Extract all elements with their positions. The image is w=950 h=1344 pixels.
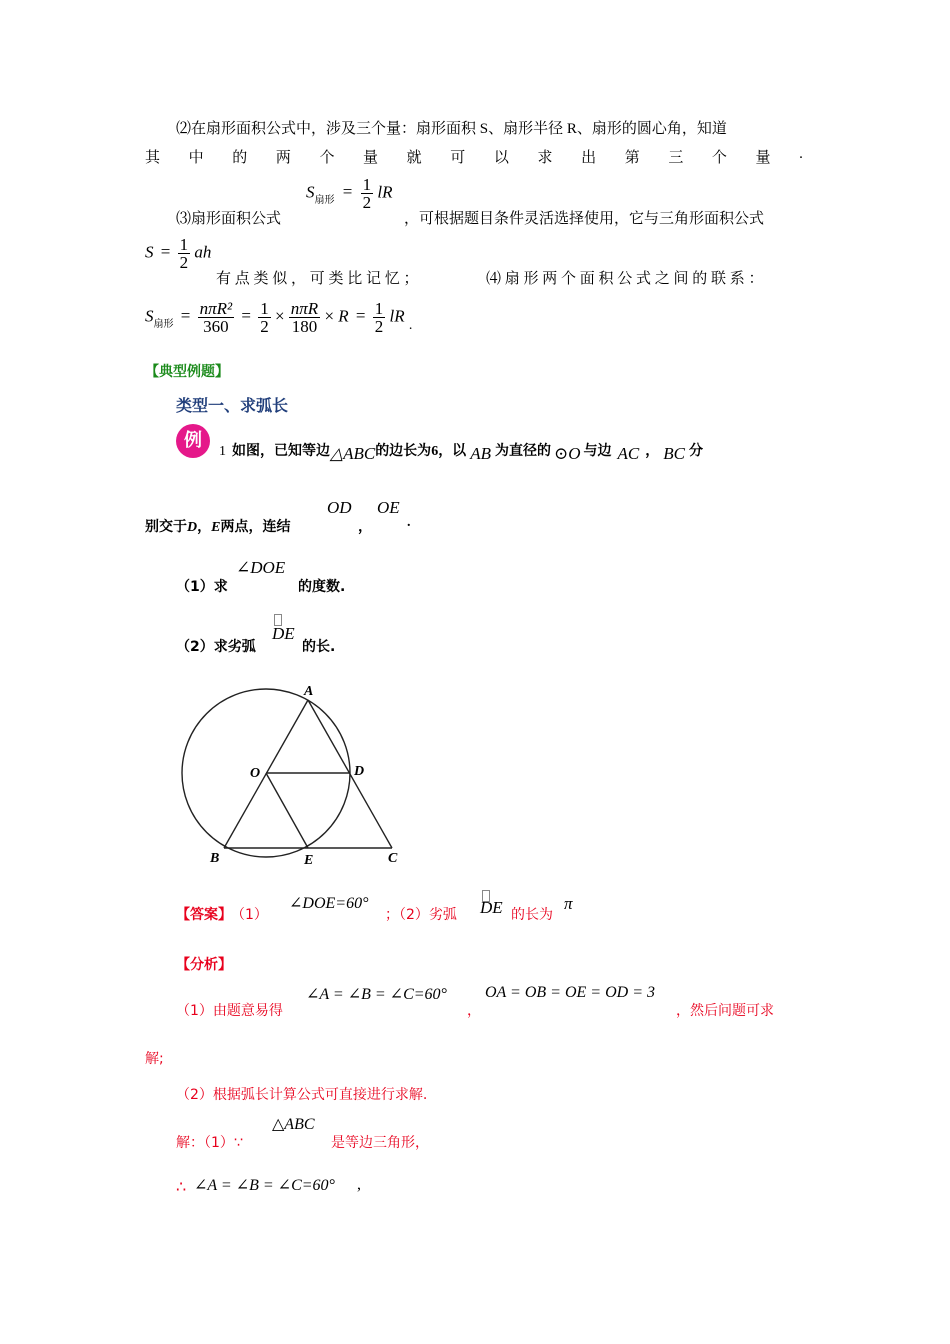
side-ac	[308, 700, 392, 848]
analysis-eq2: OA = OB = OE = OD = 3	[485, 984, 655, 1001]
question-2: （2）求劣弧	[176, 639, 256, 655]
note-2-char: 第	[624, 150, 640, 166]
sector-area-formula: $S_{扇形}$ = $\frac{1}{2}$ lR	[306, 175, 393, 212]
label-o: O	[250, 766, 261, 781]
solution-comma: ,	[357, 1176, 361, 1193]
segment-oe-line	[266, 773, 308, 848]
segment-oe: OE	[377, 498, 400, 517]
note-3-similar: 有 点 类 似 ， 可 类 比 记 忆 ；	[216, 271, 419, 287]
triangle-area-formula: S = $\frac{1}{2}$ ah	[145, 235, 212, 272]
note-2-char: 其	[145, 150, 161, 166]
answer-angle: ∠DOE=60°	[289, 895, 369, 912]
label-b: B	[210, 851, 220, 866]
angle-doe: ∠DOE	[236, 558, 286, 577]
analysis-line1-cont: 解;	[145, 1051, 164, 1067]
solution-eq: ∠A = ∠B = ∠C=60°	[194, 1177, 335, 1194]
analysis-label: 【分析】	[176, 957, 232, 973]
label-a: A	[304, 684, 314, 699]
geometry-figure	[170, 680, 410, 870]
answer-part2: ；（2）劣弧	[385, 907, 457, 923]
note-2-line1: ⑵在扇形面积公式中，涉及三个量：扇形面积 S、扇形半径 R、扇形的圆心角，知道	[176, 121, 727, 137]
example-statement-line2: 别交于D，E两点，连结	[145, 519, 291, 535]
note-2-char: 三	[668, 150, 684, 166]
solution-therefore: ∴	[176, 1179, 187, 1196]
note-2-char: 以	[493, 150, 509, 166]
example-statement-line1: 1 如图，已知等边△ABC的边长为6，以 AB 为直径的 ⊙O 与边 AC ， BC 分	[219, 443, 703, 463]
note-2-line2	[145, 146, 803, 167]
answer-line: 【答案】 （1）	[176, 907, 268, 923]
example-badge	[176, 424, 210, 458]
note-3-label: ⑶扇形面积公式	[176, 211, 282, 227]
note-2-char: 的	[232, 150, 248, 166]
answer-length-text: 的长为	[511, 907, 553, 923]
label-d: D	[354, 764, 365, 779]
analysis-line2: （2）根据弧长计算公式可直接进行求解.	[176, 1087, 428, 1103]
note-2-char: .	[799, 146, 803, 162]
answer-pi: π	[564, 894, 573, 913]
note-2-char: 中	[188, 150, 204, 166]
section-heading-typical-examples: 【典型例题】	[145, 364, 229, 380]
solution-line1-suffix: 是等边三角形，	[331, 1135, 429, 1151]
question-2-suffix: 的长.	[302, 639, 336, 655]
question-1-suffix: 的度数.	[298, 579, 346, 595]
note-2-char: 出	[581, 150, 597, 166]
note-2-char: 两	[275, 150, 291, 166]
note-2-char: 求	[537, 150, 553, 166]
solution-line1-prefix: 解：（1）∵	[176, 1135, 243, 1151]
analysis-suffix: ，然后问题可求	[676, 1003, 774, 1019]
label-c: C	[388, 851, 398, 866]
analysis-line1: （1）由题意易得	[176, 1003, 283, 1019]
label-e: E	[304, 853, 314, 868]
solution-triangle: △ABC	[272, 1116, 315, 1133]
example-comma: ，	[358, 520, 372, 535]
type-heading-arc-length: 类型一、求弧长	[176, 396, 289, 415]
analysis-eq1: ∠A = ∠B = ∠C=60°	[306, 986, 447, 1003]
note-2-char: 可	[450, 150, 466, 166]
example-period: .	[407, 515, 411, 530]
note-2-char: 个	[711, 150, 727, 166]
question-1: （1）求	[176, 579, 228, 595]
segment-od: OD	[327, 498, 352, 517]
note-2-char: 量	[755, 150, 771, 166]
example-badge-label: 例	[184, 430, 202, 451]
note-2-char: 量	[363, 150, 379, 166]
note-2-char: 个	[319, 150, 335, 166]
note-4-text: ⑷ 扇 形 两 个 面 积 公 式 之 间 的 联 系 ：	[486, 271, 764, 287]
analysis-comma: ，	[467, 1004, 481, 1019]
arc-de: DE	[272, 624, 295, 643]
answer-arc: DE	[480, 898, 503, 917]
note-2-char: 就	[406, 150, 422, 166]
answer-label: 【答案】	[176, 907, 232, 923]
note-3-text: ，可根据题目条件灵活选择使用，它与三角形面积公式	[404, 211, 765, 227]
sector-area-relation-formula: $S_{扇形}$ = $\frac{\text{nπR²}}{360}$ = $\frac{1}{2}$ × $\frac{\text{nπR}}{180}$ × R = $\frac{1}{2}$ lR $_.$	[145, 299, 413, 336]
